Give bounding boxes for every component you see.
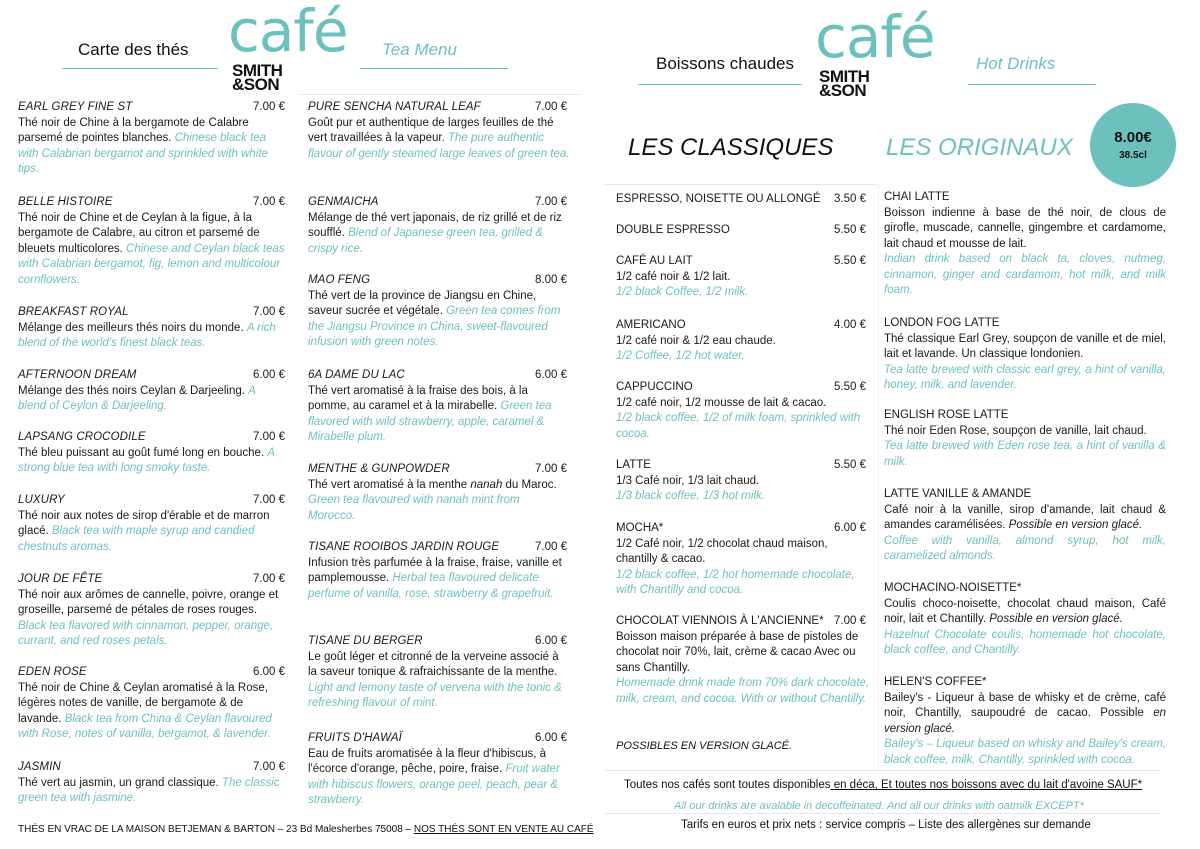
drink-price: 5.50 € (834, 459, 866, 471)
divider (300, 94, 580, 95)
tea-price: 7.00 € (253, 101, 285, 113)
tea-item (18, 430, 286, 477)
drink-item (884, 190, 1166, 299)
drink-description-fr (884, 503, 1166, 534)
drink-name: LATTE (616, 459, 651, 471)
tea-description-fr (18, 509, 286, 556)
drink-item (616, 223, 870, 239)
desc-part: Thé noir de Chine à la bergamote de Calabre parsemé de pointes blanches. (18, 116, 249, 144)
tea-description-fr (18, 681, 286, 743)
tea-name: LAPSANG CROCODILE (18, 431, 146, 443)
drink-name: DOUBLE ESPRESSO (616, 224, 730, 236)
tea-description-en: The classic green tea with jasmine. (18, 776, 280, 804)
drink-item (616, 521, 870, 599)
drink-price: 5.50 € (834, 255, 866, 267)
drink-description-fr (884, 206, 1166, 253)
tea-description-fr (18, 384, 286, 415)
drink-item (884, 675, 1166, 768)
cafe-smith-son-logo: café SMITH &SON (815, 3, 935, 100)
divider (605, 770, 1160, 771)
footer-availability: Toutes nos cafés sont toutes disponibles en déca, Et toutes nos boissons avec du lait d'avoine SAUF* (624, 779, 1143, 791)
drink-description-en: Bailey's – Liqueur based on whisky and Bailey's cream, black coffee, milk, Chantilly, sprinkled with cocoa. (884, 738, 1166, 766)
drink-item (616, 458, 870, 505)
tea-name: EDEN ROSE (18, 666, 87, 678)
desc-part: en version glacé. (884, 707, 1166, 735)
drink-price: 6.00 € (834, 522, 866, 534)
tea-item (308, 273, 570, 351)
drink-price: 3.50 € (834, 193, 866, 205)
tea-price: 6.00 € (535, 635, 567, 647)
drink-description-en: 1/2 black coffee, 1/2 hot homemade chocolate, with Chantilly and cocoa. (616, 568, 855, 596)
drink-description-en: 1/2 Coffee, 1/2 hot water. (616, 350, 745, 362)
tea-item (308, 634, 570, 712)
desc-part: Thé vert aromatisé à la menthe (308, 478, 471, 491)
drink-description-fr (884, 691, 1166, 738)
drink-item (616, 192, 870, 208)
tea-price: 7.00 € (535, 101, 567, 113)
tea-description-en: Green tea flavoured with nanah mint from Morocco. (308, 494, 520, 522)
drink-name: LATTE VANILLE & AMANDE (884, 488, 1032, 500)
drink-name: ENGLISH ROSE LATTE (884, 409, 1009, 421)
tea-name: MENTHE & GUNPOWDER (308, 463, 450, 475)
tea-description-fr (308, 289, 570, 351)
tea-item (308, 462, 570, 524)
drink-price: 5.50 € (834, 381, 866, 393)
drink-item (884, 408, 1166, 470)
tea-name: FRUITS D'HAWAÏ (308, 732, 402, 744)
tea-description-fr (18, 776, 286, 807)
tea-description-en: Black tea flavored with cinnamon, pepper, orange, currant, and red roses petals. (18, 619, 274, 647)
tea-description-en: A blend of Ceylon & Darjeeling. (18, 384, 256, 412)
tea-description-fr (308, 384, 570, 446)
tea-description-en: Light and lemony taste of vervena with the tonic & refreshing flavour of mint. (308, 681, 562, 709)
tea-name: GENMAICHA (308, 196, 379, 208)
drink-description-en: 1/2 black Coffee, 1/2 milk. (616, 286, 749, 298)
tea-description-fr (18, 321, 286, 352)
tea-description-fr (18, 446, 286, 477)
desc-part: Café noir à la vanille, sirop d'amande, lait chaud & amandes caramélisées. (884, 503, 1166, 531)
drink-name: CHOCOLAT VIENNOIS À L'ANCIENNE* (616, 615, 824, 627)
drink-price: 5.50 € (834, 224, 866, 236)
desc-part: Coulis choco-noisette, chocolat chaud maison, Café noir, lait et Chantilly. (884, 597, 1166, 625)
footer-availability-en: All our drinks are avalable in decoffeinated. And all our drinks with oatmilk EXCEPT* (674, 800, 1084, 812)
drink-name: MOCHACINO-NOISETTE* (884, 582, 1022, 594)
drink-description-fr: 1/2 café noir & 1/2 lait. (616, 270, 731, 283)
drink-description-en: Hazelnut Chocolate coulis, homemade hot chocolate, black coffee, and Chantilly. (884, 628, 1166, 656)
tea-price: 7.00 € (253, 306, 285, 318)
tea-description-en: A rich blend of the world's finest black teas. (18, 321, 276, 349)
desc-part: Eau de fruits aromatisée à la fleur d'hibiscus, à l'écorce d'orange, pêche, poire, fraise. (308, 747, 547, 775)
tea-item (18, 368, 286, 415)
drink-name: AMERICANO (616, 319, 686, 331)
originaux-heading: LES ORIGINAUX (886, 134, 1073, 161)
tea-name: MAO FENG (308, 274, 371, 286)
tea-description-fr (18, 588, 286, 650)
desc-part: Mélange de thé vert japonais, de riz grillé et de riz soufflé. (308, 211, 562, 239)
desc-part: Mélange des meilleurs thés noirs du monde. (18, 321, 244, 334)
drink-item (884, 316, 1166, 394)
drink-item (616, 380, 870, 442)
possibles-note: POSSIBLES EN VERSION GLACÉ. (616, 740, 793, 752)
desc-part: Thé noir aux notes de sirop d'érable et de marron glacé. (18, 509, 270, 537)
drink-name: ESPRESSO, NOISETTE OU ALLONGÉ (616, 193, 821, 205)
tea-price: 7.00 € (253, 431, 285, 443)
price-badge: 8.00€ 38.5cl (1090, 103, 1176, 187)
desc-part: Thé noir aux arômes de cannelle, poivre, orange et groseille, parsemé de pétales de roses rouges. (18, 588, 279, 616)
drink-item (884, 581, 1166, 659)
hot-drinks-title-fr: Boissons chaudes (656, 54, 794, 73)
tea-description-fr (308, 556, 570, 603)
drink-description-fr: 1/2 café noir & 1/2 eau chaude. (616, 334, 776, 347)
desc-part: Thé noir de Chine et de Ceylan à la figue, à la bergamote de Calabre, au citron et parsemé de bleuets multicolores. (18, 211, 260, 255)
drink-description-en: Indian drink based on black ta, cloves, nutmeg, cinnamon, ginger and cardamom, hot milk, and milk foam. (884, 253, 1166, 296)
desc-part: Thé noir Eden Rose, soupçon de vanille, lait chaud. (884, 424, 1147, 437)
tea-description-fr (308, 211, 570, 258)
drink-description-en: Homemade drink made from 70% dark chocolate, milk, cream, and cocoa. With or without Chantilly. (616, 677, 870, 705)
drink-description-en: 1/3 black coffee, 1/3 hot milk. (616, 490, 765, 502)
tea-name: EARL GREY FINE ST (18, 101, 133, 113)
desc-part: Thé bleu puissant au goût fumé long en bouche. (18, 446, 265, 459)
tea-description-fr (18, 211, 286, 289)
tea-description-en: Black tea from China & Ceylan flavoured with Rose, notes of vanilla, bergamot, & lavender. (18, 712, 272, 740)
tea-item (18, 493, 286, 555)
tea-description-fr (308, 747, 570, 809)
drink-price: 7.00 € (834, 615, 866, 627)
tea-name: 6A DAME DU LAC (308, 369, 405, 381)
tea-item (18, 665, 286, 743)
tea-name: TISANE DU BERGER (308, 635, 423, 647)
desc-part: Thé vert au jasmin, un grand classique. (18, 776, 219, 789)
drink-description-fr (884, 597, 1166, 628)
desc-part: Infusion très parfumée à la fraise, fraise, vanille et pamplemousse. (308, 556, 562, 584)
divider (360, 68, 508, 69)
tea-price: 6.00 € (535, 369, 567, 381)
footer-prices: Tarifs en euros et prix nets : service compris – Liste des allergènes sur demande (681, 819, 1091, 831)
tea-description-en: Green tea comes from the Jiangsu Province in China, sweet-flavoured infusion with green notes. (308, 305, 561, 348)
tea-item (18, 760, 286, 807)
tea-item (18, 100, 286, 178)
tea-description-fr (308, 116, 570, 163)
drink-name: CAPPUCCINO (616, 381, 693, 393)
desc-part: Bailey's - Liqueur à base de whisky et de crème, café noir, Chantilly, saupoudré de cacao. Possible (884, 691, 1166, 719)
desc-part: nanah (470, 478, 503, 491)
drink-name: LONDON FOG LATTE (884, 317, 1000, 329)
tea-item (308, 195, 570, 257)
tea-description-en: Chinese black tea with Calabrian bergamot and sprinkled with white tips. (18, 132, 268, 175)
tea-menu-title-fr: Carte des thés (78, 40, 189, 59)
tea-name: TISANE ROOIBOS JARDIN ROUGE (308, 541, 500, 553)
desc-part: Possible en version glacé. (1008, 519, 1143, 531)
cafe-smith-son-logo: café SMITH &SON (228, 0, 348, 94)
classiques-heading: LES CLASSIQUES (628, 134, 834, 161)
drink-description-en: 1/2 black coffee, 1/2 of milk foam, sprinkled with cocoa. (616, 412, 861, 440)
drink-name: MOCHA* (616, 522, 664, 534)
drink-item (616, 254, 870, 301)
tea-price: 7.00 € (253, 573, 285, 585)
drink-description-en: Tea latte brewed with Eden rose tea, a hint of vanilla & milk. (884, 440, 1166, 468)
divider (605, 813, 1160, 814)
tea-footer: THÉS EN VRAC DE LA MAISON BETJEMAN & BARTON – 23 Bd Malesherbes 75008 – NOS THÉS SONT EN VENTE AU CAFÉ (18, 824, 594, 835)
desc-part: Le goût léger et citronné de la verveine associé à la saveur tonique & rafraichissante de la menthe. (308, 650, 559, 678)
tea-item (308, 100, 570, 162)
tea-price: 7.00 € (535, 463, 567, 475)
desc-part: Boisson indienne à base de thé noir, de clous de girofle, muscade, cannelle, gingembre et cardamome, lait chaud et mousse de lait. (884, 206, 1166, 250)
tea-description-en: Black tea with maple syrup and candied chestnuts aromas. (18, 525, 255, 553)
tea-description-fr (308, 478, 570, 525)
tea-price: 7.00 € (253, 196, 285, 208)
drink-description-fr (884, 424, 1166, 440)
tea-price: 7.00 € (253, 494, 285, 506)
drink-description-fr: 1/3 Café noir, 1/3 lait chaud. (616, 474, 760, 487)
drink-description-fr: Boisson maison préparée à base de pistoles de chocolat noir 70%, lait, crème & cacao Avec ou sans Chantilly. (616, 630, 859, 674)
tea-item (308, 731, 570, 809)
tea-item (18, 195, 286, 288)
tea-description-en: Fruit water with hibiscus flowers, orange peel, peach, pear & strawberry. (308, 763, 560, 806)
divider (638, 84, 802, 85)
desc-part: Thé vert de la province de Jiangsu en Chine, saveur sucrée et végétale. (308, 289, 537, 317)
tea-price: 8.00 € (535, 274, 567, 286)
tea-name: PURE SENCHA NATURAL LEAF (308, 101, 481, 113)
drink-description-en: Tea latte brewed with classic earl grey, a hint of vanilla, honey, milk, and lavender. (884, 363, 1166, 391)
tea-name: JASMIN (18, 761, 61, 773)
drink-description-fr (884, 332, 1166, 363)
drink-name: CHAI LATTE (884, 191, 950, 203)
tea-description-en: Green tea flavored with wild strawberry, apple, caramel & Mirabelle plum. (308, 400, 552, 443)
tea-name: BREAKFAST ROYAL (18, 306, 129, 318)
drink-price: 4.00 € (834, 319, 866, 331)
drink-name: HELEN'S COFFEE* (884, 676, 987, 688)
desc-part: Thé classique Earl Grey, soupçon de vanille et de miel, lait et lavande. Un classique londonien. (884, 332, 1166, 360)
tea-price: 6.00 € (253, 369, 285, 381)
divider (968, 84, 1096, 85)
tea-item (18, 305, 286, 352)
desc-part: Thé noir de Chine & Ceylan aromatisé à la Rose, légères notes de vanille, de bergamote & de lavande. (18, 681, 268, 725)
desc-part: du Maroc. (502, 478, 557, 491)
drink-item (884, 487, 1166, 565)
desc-part: Thé vert aromatisé à la fraise des bois, à la pomme, au caramel et à la mirabelle. (308, 384, 528, 412)
tea-price: 7.00 € (253, 761, 285, 773)
drink-description-fr: 1/2 Café noir, 1/2 chocolat chaud maison, chantilly & cacao. (616, 537, 828, 565)
drink-item (616, 318, 870, 365)
drink-description-fr: 1/2 café noir, 1/2 mousse de lait & cacao. (616, 396, 827, 409)
column-divider (878, 184, 879, 770)
tea-name: AFTERNOON DREAM (18, 369, 137, 381)
drink-item (616, 614, 870, 707)
tea-description-en: Herbal tea flavoured delicate perfume of vanilla, rose, strawberry & grapefruit. (308, 572, 554, 600)
tea-item (18, 572, 286, 650)
tea-description-fr (18, 116, 286, 178)
tea-price: 7.00 € (535, 196, 567, 208)
tea-description-en: Blend of Japanese green tea, grilled & crispy rice. (308, 227, 544, 255)
tea-description-fr (308, 650, 570, 712)
tea-description-en: A strong blue tea with long smoky taste. (18, 446, 275, 474)
tea-item (308, 540, 570, 602)
drink-description-en: Coffee with vanilla, almond syrup, hot milk, caramelized almonds. (884, 534, 1166, 562)
divider (62, 68, 218, 69)
tea-name: JOUR DE FÊTE (18, 573, 103, 585)
tea-item (308, 368, 570, 446)
tea-price: 6.00 € (253, 666, 285, 678)
divider (605, 184, 877, 185)
tea-description-en: Chinese and Ceylan black teas with Calabrian bergamot, fig, lemon and multicolour cornflowers. (18, 242, 285, 286)
desc-part: Possible en version glacé. (989, 613, 1123, 625)
tea-menu-title-en: Tea Menu (382, 40, 457, 59)
desc-part: Mélange des thés noirs Ceylan & Darjeeling. (18, 384, 245, 397)
tea-name: LUXURY (18, 494, 65, 506)
tea-description-en: The pure authentic flavour of gently steamed large leaves of green tea. (308, 132, 570, 160)
desc-part: Goût pur et authentique de larges feuilles de thé vert travaillées à la vapeur. (308, 116, 554, 144)
drink-name: CAFÉ AU LAIT (616, 255, 693, 267)
tea-price: 6.00 € (535, 732, 567, 744)
tea-name: BELLE HISTOIRE (18, 196, 113, 208)
tea-price: 7.00 € (535, 541, 567, 553)
hot-drinks-title-en: Hot Drinks (976, 54, 1056, 73)
